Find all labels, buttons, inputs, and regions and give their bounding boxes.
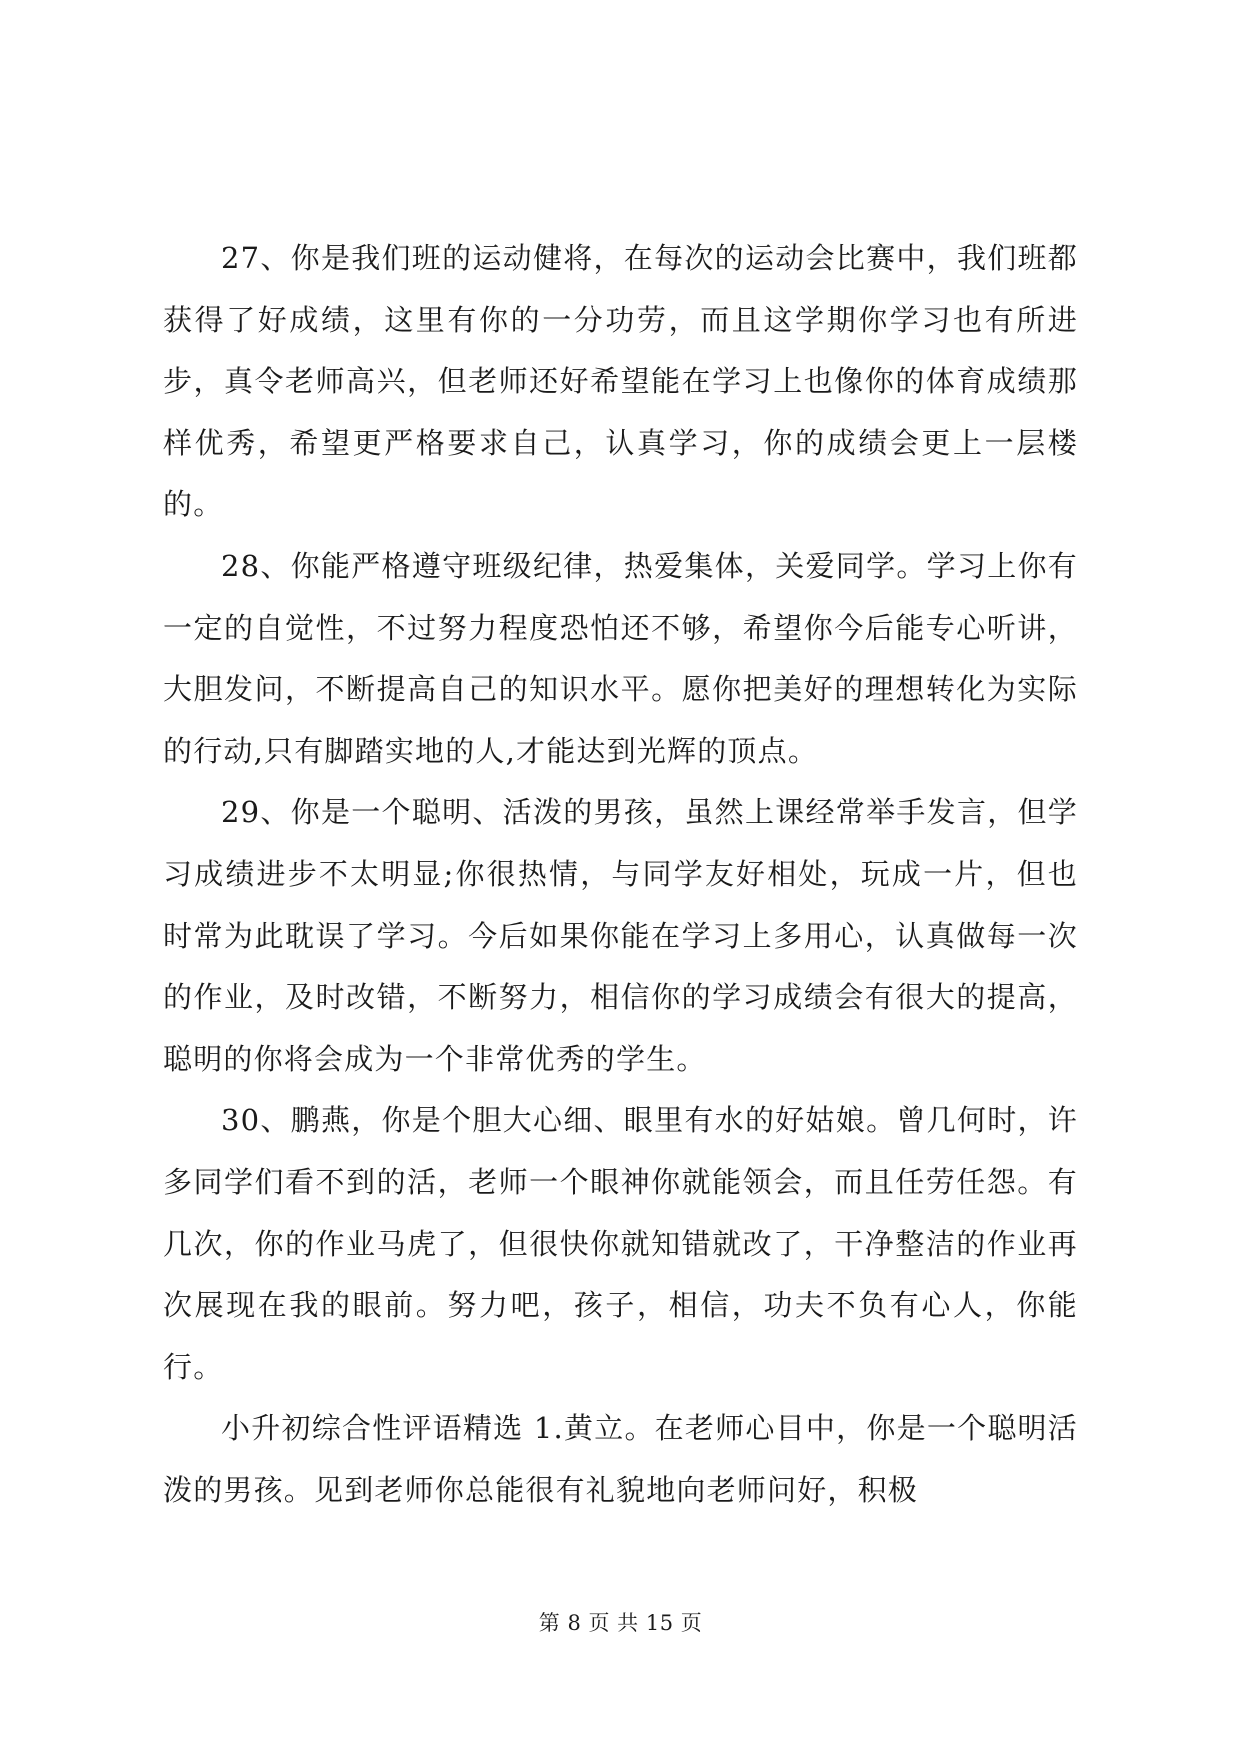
paragraph-28: 28、你能严格遵守班级纪律，热爱集体，关爱同学。学习上你有一定的自觉性，不过努力程度恐怕还不够，希望你今后能专心听讲，大胆发问，不断提高自己的知识水平。愿你把美好的理想转化为实际的行动,只有脚踏实地的人,才能达到光辉的顶点。 bbox=[163, 548, 1078, 768]
document-body bbox=[163, 228, 1078, 1521]
paragraph-27: 27、你是我们班的运动健将，在每次的运动会比赛中，我们班都获得了好成绩，这里有你的一分功劳，而且这学期你学习也有所进步，真令老师高兴，但老师还好希望能在学习上也像你的体育成绩那样优秀，希望更严格要求自己，认真学习，你的成绩会更上一层楼的。 bbox=[163, 241, 1078, 522]
page-footer: 第 8 页 共 15 页 bbox=[538, 1611, 703, 1635]
paragraph-29: 29、你是一个聪明、活泼的男孩，虽然上课经常举手发言，但学习成绩进步不太明显;你很热情，与同学友好相处，玩成一片，但也时常为此耽误了学习。今后如果你能在学习上多用心，认真做每一次的作业，及时改错，不断努力，相信你的学习成绩会有很大的提高，聪明的你将会成为一个非常优秀的学生。 bbox=[163, 795, 1078, 1076]
paragraph-section-intro: 小升初综合性评语精选 1.黄立。在老师心目中，你是一个聪明活泼的男孩。见到老师你总能很有礼貌地向老师问好，积极 bbox=[163, 1411, 1078, 1507]
paragraph-30: 30、鹏燕，你是个胆大心细、眼里有水的好姑娘。曾几何时，许多同学们看不到的活，老师一个眼神你就能领会，而且任劳任怨。有几次，你的作业马虎了，但很快你就知错就改了，干净整洁的作业再次展现在我的眼前。努力吧，孩子，相信，功夫不负有心人，你能行。 bbox=[163, 1103, 1078, 1384]
